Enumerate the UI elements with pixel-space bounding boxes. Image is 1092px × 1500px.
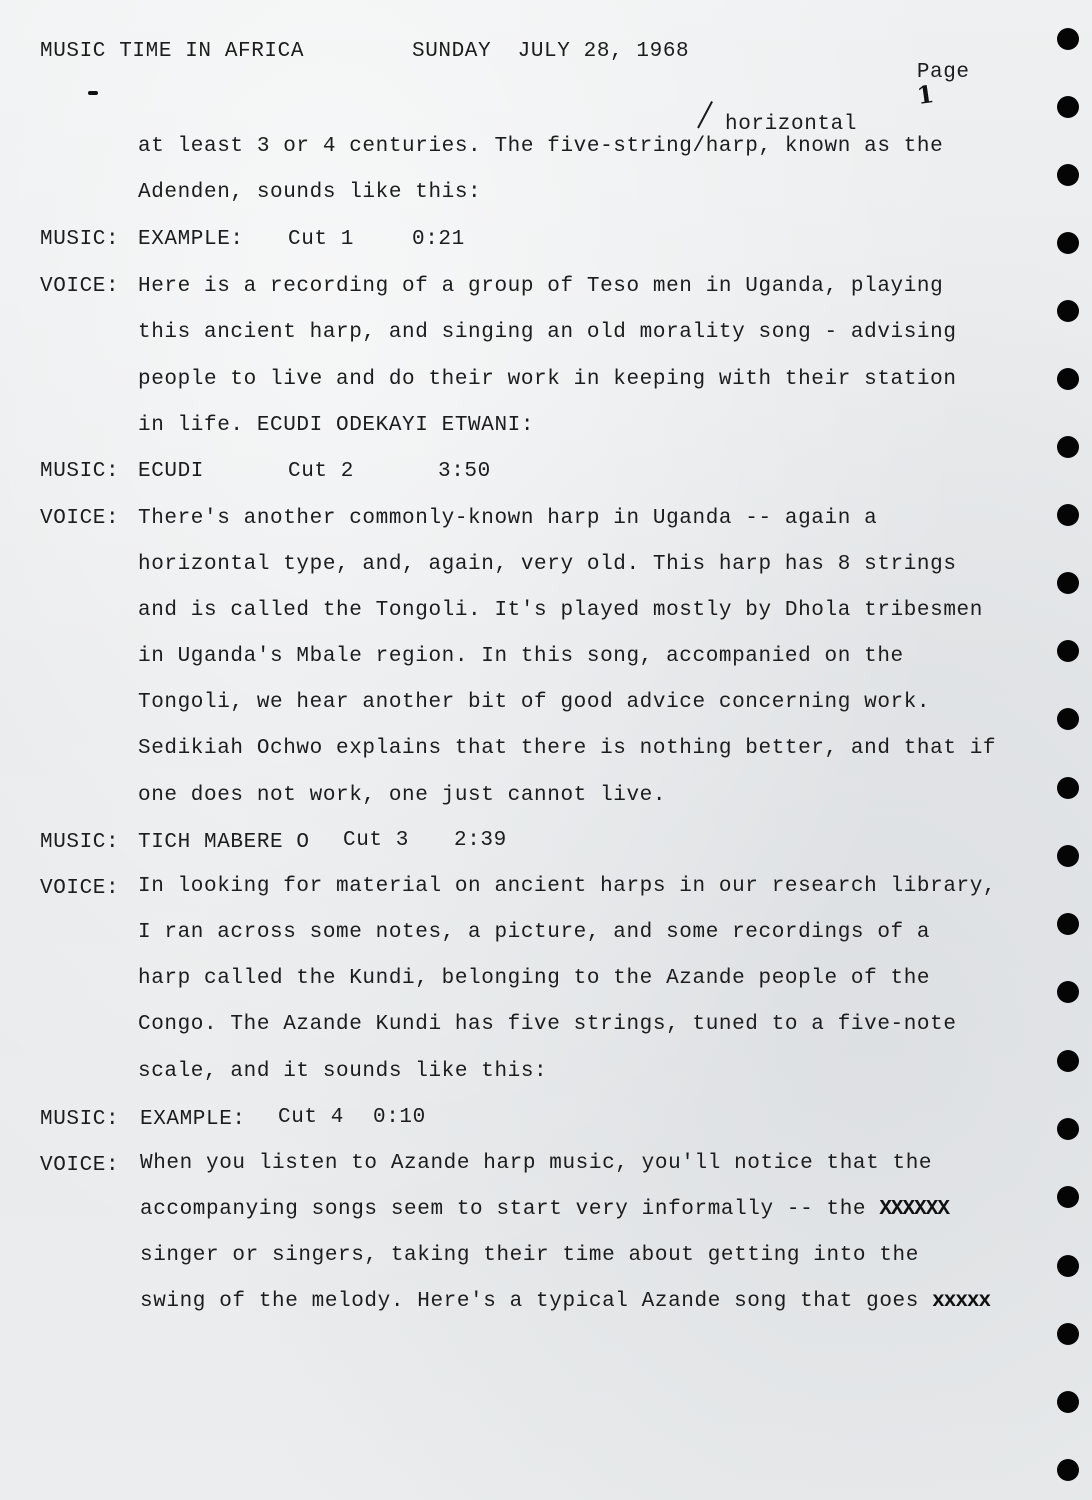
script-line: singer or singers, taking their time about getting into the: [140, 1244, 919, 1267]
page-indicator: [864, 41, 970, 130]
broadcast-date: SUNDAY JULY 28, 1968: [412, 40, 690, 63]
binder-hole: [1057, 708, 1079, 730]
script-line: When you listen to Azande harp music, you'll notice that the: [140, 1152, 933, 1175]
script-line: at least 3 or 4 centuries. The five-string/harp, known as the: [138, 135, 944, 158]
binder-hole: [1057, 913, 1079, 935]
binder-hole: [1057, 164, 1079, 186]
script-line: scale, and it sounds like this:: [138, 1060, 548, 1083]
speaker-label-music: MUSIC:: [40, 1108, 120, 1131]
cue-title: EXAMPLE:: [140, 1108, 246, 1131]
struck-out-word: xxxxx: [932, 1290, 991, 1313]
cue-duration: 0:21: [412, 228, 465, 251]
speaker-label-music: MUSIC:: [40, 831, 120, 854]
script-line: In looking for material on ancient harps in our research library,: [138, 875, 997, 898]
script-line: Here is a recording of a group of Teso men in Uganda, playing: [138, 275, 944, 298]
binder-hole: [1057, 1391, 1079, 1413]
cue-title: EXAMPLE:: [138, 228, 244, 251]
cue-cut: Cut 4: [278, 1106, 345, 1129]
page-number: 1: [914, 78, 936, 111]
binder-hole: [1057, 368, 1079, 390]
script-line: I ran across some notes, a picture, and some recordings of a: [138, 921, 931, 944]
binder-hole: [1057, 640, 1079, 662]
binder-hole: [1057, 845, 1079, 867]
ink-speck: [88, 91, 98, 95]
script-line: in life. ECUDI ODEKAYI ETWANI:: [138, 414, 535, 437]
cue-duration: 0:10: [373, 1106, 426, 1129]
cue-duration: 3:50: [438, 460, 491, 483]
script-line: [140, 1291, 990, 1312]
program-title: MUSIC TIME IN AFRICA: [40, 40, 305, 63]
script-line: Congo. The Azande Kundi has five strings, tuned to a five-note: [138, 1013, 957, 1036]
speaker-label-voice: VOICE:: [40, 1154, 120, 1177]
binder-hole: [1057, 981, 1079, 1003]
cue-cut: Cut 2: [288, 460, 355, 483]
cue-title: ECUDI: [138, 460, 205, 483]
binder-hole: [1057, 96, 1079, 118]
binder-hole: [1057, 572, 1079, 594]
script-line: people to live and do their work in keeping with their station: [138, 368, 957, 391]
cue-title: TICH MABERE O: [138, 831, 310, 854]
speaker-label-music: MUSIC:: [40, 460, 120, 483]
handwritten-insert: horizontal: [725, 113, 858, 136]
script-line: in Uganda's Mbale region. In this song, accompanied on the: [138, 645, 904, 668]
script-line: Sedikiah Ochwo explains that there is nothing better, and that if: [138, 737, 997, 760]
script-line-text: swing of the melody. Here's a typical Azande song that goes: [140, 1290, 933, 1313]
script-line-text: accompanying songs seem to start very informally -- the: [140, 1198, 880, 1221]
binder-hole: [1057, 28, 1079, 50]
script-line: and is called the Tongoli. It's played mostly by Dhola tribesmen: [138, 599, 983, 622]
script-line: [140, 1199, 949, 1220]
cue-cut: Cut 1: [288, 228, 355, 251]
binder-hole: [1057, 1118, 1079, 1140]
insertion-mark: [697, 101, 713, 128]
speaker-label-voice: VOICE:: [40, 877, 120, 900]
binder-hole: [1057, 1323, 1079, 1345]
binder-hole: [1057, 1186, 1079, 1208]
struck-out-word: XXXXXX: [879, 1198, 949, 1221]
script-line: There's another commonly-known harp in Uganda -- again a: [138, 507, 878, 530]
binder-hole: [1057, 777, 1079, 799]
speaker-label-music: MUSIC:: [40, 228, 120, 251]
binder-hole: [1057, 504, 1079, 526]
binder-hole: [1057, 232, 1079, 254]
speaker-label-voice: VOICE:: [40, 275, 120, 298]
script-line: harp called the Kundi, belonging to the Azande people of the: [138, 967, 931, 990]
script-line: one does not work, one just cannot live.: [138, 784, 667, 807]
binder-hole: [1057, 1255, 1079, 1277]
page-label: Page: [916, 61, 970, 84]
binder-hole: [1057, 1050, 1079, 1072]
binder-hole: [1057, 300, 1079, 322]
script-line: horizontal type, and, again, very old. This harp has 8 strings: [138, 553, 957, 576]
script-line: Tongoli, we hear another bit of good advice concerning work.: [138, 691, 931, 714]
script-line: this ancient harp, and singing an old morality song - advising: [138, 321, 957, 344]
cue-duration: 2:39: [454, 829, 507, 852]
cue-cut: Cut 3: [343, 829, 410, 852]
binder-hole: [1057, 1459, 1079, 1481]
binder-hole: [1057, 436, 1079, 458]
script-line: Adenden, sounds like this:: [138, 181, 482, 204]
speaker-label-voice: VOICE:: [40, 507, 120, 530]
